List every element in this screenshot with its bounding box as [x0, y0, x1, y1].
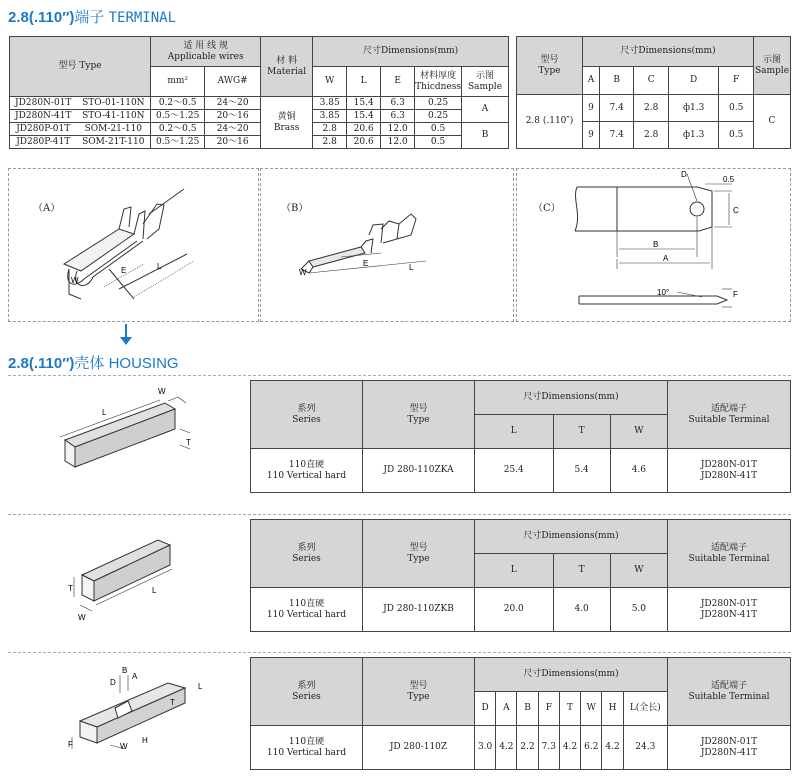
housing-zkb-table [250, 519, 791, 632]
cell-f: 0.5 [719, 122, 754, 149]
cell-mm2: 0.5～1.25 [151, 136, 205, 149]
cell-a: 4.2 [496, 726, 517, 770]
cell-series: 110直硬 110 Vertical hard [251, 726, 363, 770]
terminal-section-title [8, 6, 176, 27]
th-series: 系列 Series [251, 658, 363, 726]
th-suitable: 适配端子 Suitable Terminal [668, 381, 791, 449]
table-row [251, 726, 791, 770]
housing-title-en: HOUSING [108, 355, 179, 372]
cell-l: 25.4 [475, 449, 554, 493]
cell-e: 6.3 [381, 97, 415, 110]
cell-thk: 0.25 [415, 97, 462, 110]
cell-t: 4.2 [559, 726, 580, 770]
cell-mm2: 0.5～1.25 [151, 110, 205, 123]
cell-suitable: JD280N-01T JD280N-41T [668, 726, 791, 770]
cell-sample-a: A [462, 97, 509, 123]
th-l: L [475, 415, 554, 449]
th-series: 系列 Series [251, 520, 363, 588]
diagram-label-b: （B） [281, 203, 309, 214]
cell-type1: JD280P-01T [10, 123, 77, 136]
cell-l: 15.4 [347, 97, 381, 110]
housing-title-size: 2.8(.110″) [8, 355, 75, 372]
th-t: T [553, 554, 610, 588]
th-dimensions: 尺寸Dimensions(mm) [475, 520, 668, 554]
th-dimensions: 尺寸Dimensions(mm) [475, 658, 668, 692]
diagram-panel-a [8, 168, 259, 322]
cell-d: ф1.3 [668, 122, 718, 149]
dim-a: A [132, 672, 138, 681]
th-material: 材 料 Material [261, 37, 313, 97]
dim-l: L [157, 262, 162, 271]
th-sample: 示图 Sample [462, 67, 509, 97]
arrow-down-icon [116, 323, 136, 347]
cell-w: 4.6 [610, 449, 667, 493]
cell-w: 5.0 [610, 588, 667, 632]
th-type: 型号 Type [10, 37, 151, 97]
cell-sample-b: B [462, 123, 509, 149]
dim-w: W [299, 268, 307, 277]
dim-e: E [121, 266, 127, 275]
dim-w: W [78, 613, 86, 622]
housing-section-title [8, 352, 179, 373]
cell-suitable: JD280N-01T JD280N-41T [668, 449, 791, 493]
cell-w: 3.85 [313, 110, 347, 123]
th-sample2: 示图 Sample [754, 37, 791, 95]
th-b: B [599, 67, 634, 95]
cell-w: 2.8 [313, 136, 347, 149]
th-type2: 型号 Type [517, 37, 583, 95]
divider [8, 514, 791, 515]
cell-c: 2.8 [634, 122, 669, 149]
th-h: H [602, 692, 623, 726]
th-w: W [610, 415, 667, 449]
cell-series: 110直硬 110 Vertical hard [251, 588, 363, 632]
th-mm2: mm² [151, 67, 205, 97]
terminal-c-drawing [517, 169, 792, 323]
cell-c: 2.8 [634, 95, 669, 122]
cell-type1: JD280P-41T [10, 136, 77, 149]
dim-l: L [152, 586, 157, 595]
cell-l: 20.0 [475, 588, 554, 632]
cell-a: 9 [583, 95, 600, 122]
th-w: W [313, 67, 347, 97]
cell-type2: STO-41-110N [76, 110, 150, 123]
th-suitable: 适配端子 Suitable Terminal [668, 658, 791, 726]
cell-series: 110直硬 110 Vertical hard [251, 449, 363, 493]
th-a: A [496, 692, 517, 726]
cell-w: 6.2 [581, 726, 602, 770]
cell-w: 2.8 [313, 123, 347, 136]
cell-thk: 0.5 [415, 136, 462, 149]
housing-zka-drawing [40, 385, 240, 505]
cell-awg: 24～20 [205, 97, 261, 110]
terminal-a-drawing [9, 169, 260, 323]
cell-awg: 24～20 [205, 123, 261, 136]
cell-a: 9 [583, 122, 600, 149]
cell-l: 24.3 [623, 726, 667, 770]
th-suitable: 适配端子 Suitable Terminal [668, 520, 791, 588]
cell-type-value: 2.8 (.110″) [517, 95, 583, 149]
cell-t: 4.0 [553, 588, 610, 632]
th-dimensions: 尺寸Dimensions(mm) [313, 37, 509, 67]
th-b: B [517, 692, 538, 726]
table-row [10, 136, 509, 149]
th-type: 型号 Type [363, 658, 475, 726]
dim-t: T [68, 584, 73, 593]
th-w: W [581, 692, 602, 726]
dim-b: B [122, 666, 128, 675]
th-d: D [668, 67, 718, 95]
cell-suitable: JD280N-01T JD280N-41T [668, 588, 791, 632]
th-e: E [381, 67, 415, 97]
terminal-title-en: TERMINAL [108, 10, 177, 26]
dim-t: T [170, 698, 175, 707]
th-l: L [475, 554, 554, 588]
terminal-b-drawing [261, 169, 515, 323]
cell-type: JD 280-110Z [363, 726, 475, 770]
th-d: D [475, 692, 496, 726]
cell-thk: 0.5 [415, 123, 462, 136]
cell-d: ф1.3 [668, 95, 718, 122]
table-row [10, 110, 509, 123]
cell-l: 15.4 [347, 110, 381, 123]
cell-t: 5.4 [553, 449, 610, 493]
cell-e: 12.0 [381, 136, 415, 149]
cell-awg: 20～16 [205, 136, 261, 149]
th-l: L [347, 67, 381, 97]
th-wires: 适 用 线 规 Applicable wires [151, 37, 261, 67]
diagram-label-c: （C） [533, 203, 561, 214]
cell-type1: JD280N-41T [10, 110, 77, 123]
cell-b: 7.4 [599, 122, 634, 149]
dim-h: H [142, 736, 148, 745]
th-thickness: 材料厚度 Thicdness [415, 67, 462, 97]
terminal-dimension-table [516, 36, 791, 149]
cell-b: 7.4 [599, 95, 634, 122]
housing-zka-table [250, 380, 791, 493]
th-awg: AWG# [205, 67, 261, 97]
dim-l: L [198, 682, 203, 691]
cell-type2: SOM-21-110 [76, 123, 150, 136]
cell-f: 0.5 [719, 95, 754, 122]
cell-e: 6.3 [381, 110, 415, 123]
table-row [251, 588, 791, 632]
th-l: L(全长) [623, 692, 667, 726]
th-w: W [610, 554, 667, 588]
housing-z-drawing [60, 663, 260, 773]
housing-z-table [250, 657, 791, 770]
cell-type: JD 280-110ZKB [363, 588, 475, 632]
housing-zkb-drawing [60, 525, 260, 635]
terminal-title-cn: 端子 [74, 9, 105, 26]
cell-type1: JD280N-01T [10, 97, 77, 110]
th-a: A [583, 67, 600, 95]
cell-h: 4.2 [602, 726, 623, 770]
cell-material: 黄铜 Brass [261, 97, 313, 149]
cell-sample-c: C [754, 95, 791, 149]
th-t: T [553, 415, 610, 449]
th-dimensions2: 尺寸Dimensions(mm) [583, 37, 754, 67]
table-row [10, 97, 509, 110]
dim-w: W [71, 276, 79, 285]
dim-e: E [363, 259, 369, 268]
terminal-title-size: 2.8(.110″) [8, 9, 75, 26]
terminal-spec-table [9, 36, 509, 149]
dim-t: T [186, 438, 191, 447]
th-type: 型号 Type [363, 520, 475, 588]
cell-type2: STO-01-110N [76, 97, 150, 110]
dim-a: A [663, 254, 669, 263]
diagram-label-a: （A） [33, 203, 61, 214]
table-row [10, 123, 509, 136]
table-row [517, 95, 791, 122]
dim-c: C [733, 206, 739, 215]
cell-type: JD 280-110ZKA [363, 449, 475, 493]
cell-thk: 0.25 [415, 110, 462, 123]
divider [8, 375, 791, 376]
dim-f: F [68, 740, 73, 749]
table-row [251, 449, 791, 493]
th-t: T [559, 692, 580, 726]
divider [8, 652, 791, 653]
dim-w: W [158, 387, 166, 396]
cell-e: 12.0 [381, 123, 415, 136]
cell-type2: SOM-21T-110 [76, 136, 150, 149]
dim-w: W [120, 742, 128, 751]
th-c: C [634, 67, 669, 95]
cell-w: 3.85 [313, 97, 347, 110]
th-f: F [538, 692, 559, 726]
diagram-panel-c [516, 168, 791, 322]
cell-f: 7.3 [538, 726, 559, 770]
th-series: 系列 Series [251, 381, 363, 449]
cell-d: 3.0 [475, 726, 496, 770]
dim-l: L [102, 408, 107, 417]
cell-l: 20.6 [347, 136, 381, 149]
housing-title-cn: 壳体 [74, 355, 105, 372]
dim-d: D [681, 170, 687, 179]
dim-b: B [653, 240, 659, 249]
th-type: 型号 Type [363, 381, 475, 449]
th-f: F [719, 67, 754, 95]
dim-l: L [409, 263, 414, 272]
th-dimensions: 尺寸Dimensions(mm) [475, 381, 668, 415]
cell-awg: 20～16 [205, 110, 261, 123]
cell-mm2: 0.2～0.5 [151, 97, 205, 110]
dim-d: D [110, 678, 116, 687]
dim-10deg: 10° [657, 288, 670, 297]
cell-l: 20.6 [347, 123, 381, 136]
cell-b: 2.2 [517, 726, 538, 770]
cell-mm2: 0.2～0.5 [151, 123, 205, 136]
diagram-panel-b [260, 168, 514, 322]
dim-05: 0.5 [723, 175, 735, 184]
dim-f: F [733, 290, 738, 299]
